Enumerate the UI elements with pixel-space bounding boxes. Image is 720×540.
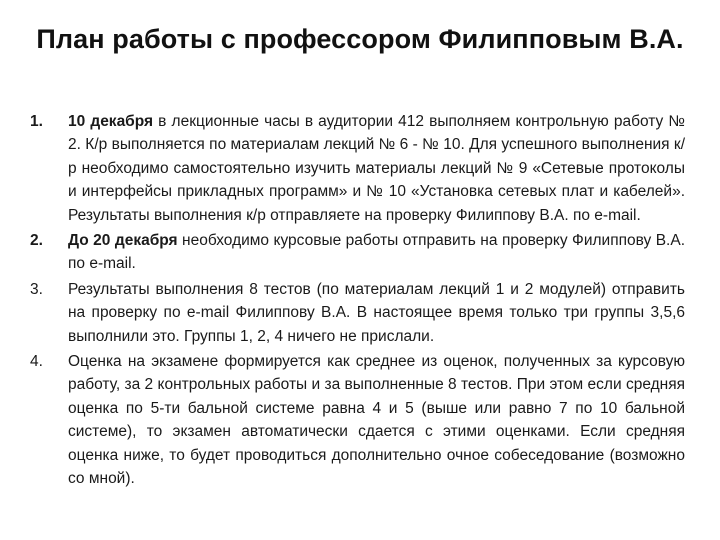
list-item	[30, 278, 685, 348]
item-text	[68, 110, 685, 227]
item-date: До 20 декабря	[68, 232, 178, 250]
item-text	[68, 229, 685, 276]
list-item	[30, 350, 685, 490]
list-item	[30, 229, 685, 276]
item-number: 4.	[30, 353, 43, 371]
item-body: в лекционные часы в аудитории 412 выполняем контрольную работу № 2. К/р выполняется по материалам лекций № 6 - № 10. Для успешного выполнения к/р необходимо самостоятельно изучить материалы лекций № 9 «Сетевые протоколы и интерфейсы прикладных программ» и № 10 «Установка сетевых плат и кабелей». Результаты выполнения к/р отправляете на проверку Филиппову В.А. по e-mail.	[68, 113, 685, 224]
work-plan-list	[30, 110, 685, 493]
item-body: необходимо курсовые работы отправить на проверку Филиппову В.А. по e-mail.	[68, 232, 685, 273]
item-body: Оценка на экзамене формируется как среднее из оценок, полученных за курсовую работу, за 2 контрольных работы и за выполненные 8 тестов. При этом если средняя оценка по 5-ти бальной системе равна 4 и 5 (выше или равно 7 по 10 бальной системе), то экзамен автоматически сдается с этими оценками. Если средняя оценка ниже, то будет проводиться дополнительно очное собеседование (возможно со мной).	[68, 353, 685, 488]
page-title: План работы с профессором Филипповым В.А.	[36, 24, 684, 54]
item-number: 2.	[30, 232, 43, 250]
item-date: 10 декабря	[68, 113, 154, 130]
item-text	[68, 350, 685, 490]
item-text	[68, 278, 685, 348]
item-body: Результаты выполнения 8 тестов (по материалам лекций 1 и 2 модулей) отправить на проверку по e-mail Филиппову В.А. В настоящее время только три группы 3,5,6 выполнили это. Группы 1, 2, 4 ничего не прислали.	[68, 280, 685, 345]
item-number: 1.	[30, 113, 43, 130]
item-number: 3.	[30, 280, 43, 298]
list-item	[30, 110, 685, 227]
